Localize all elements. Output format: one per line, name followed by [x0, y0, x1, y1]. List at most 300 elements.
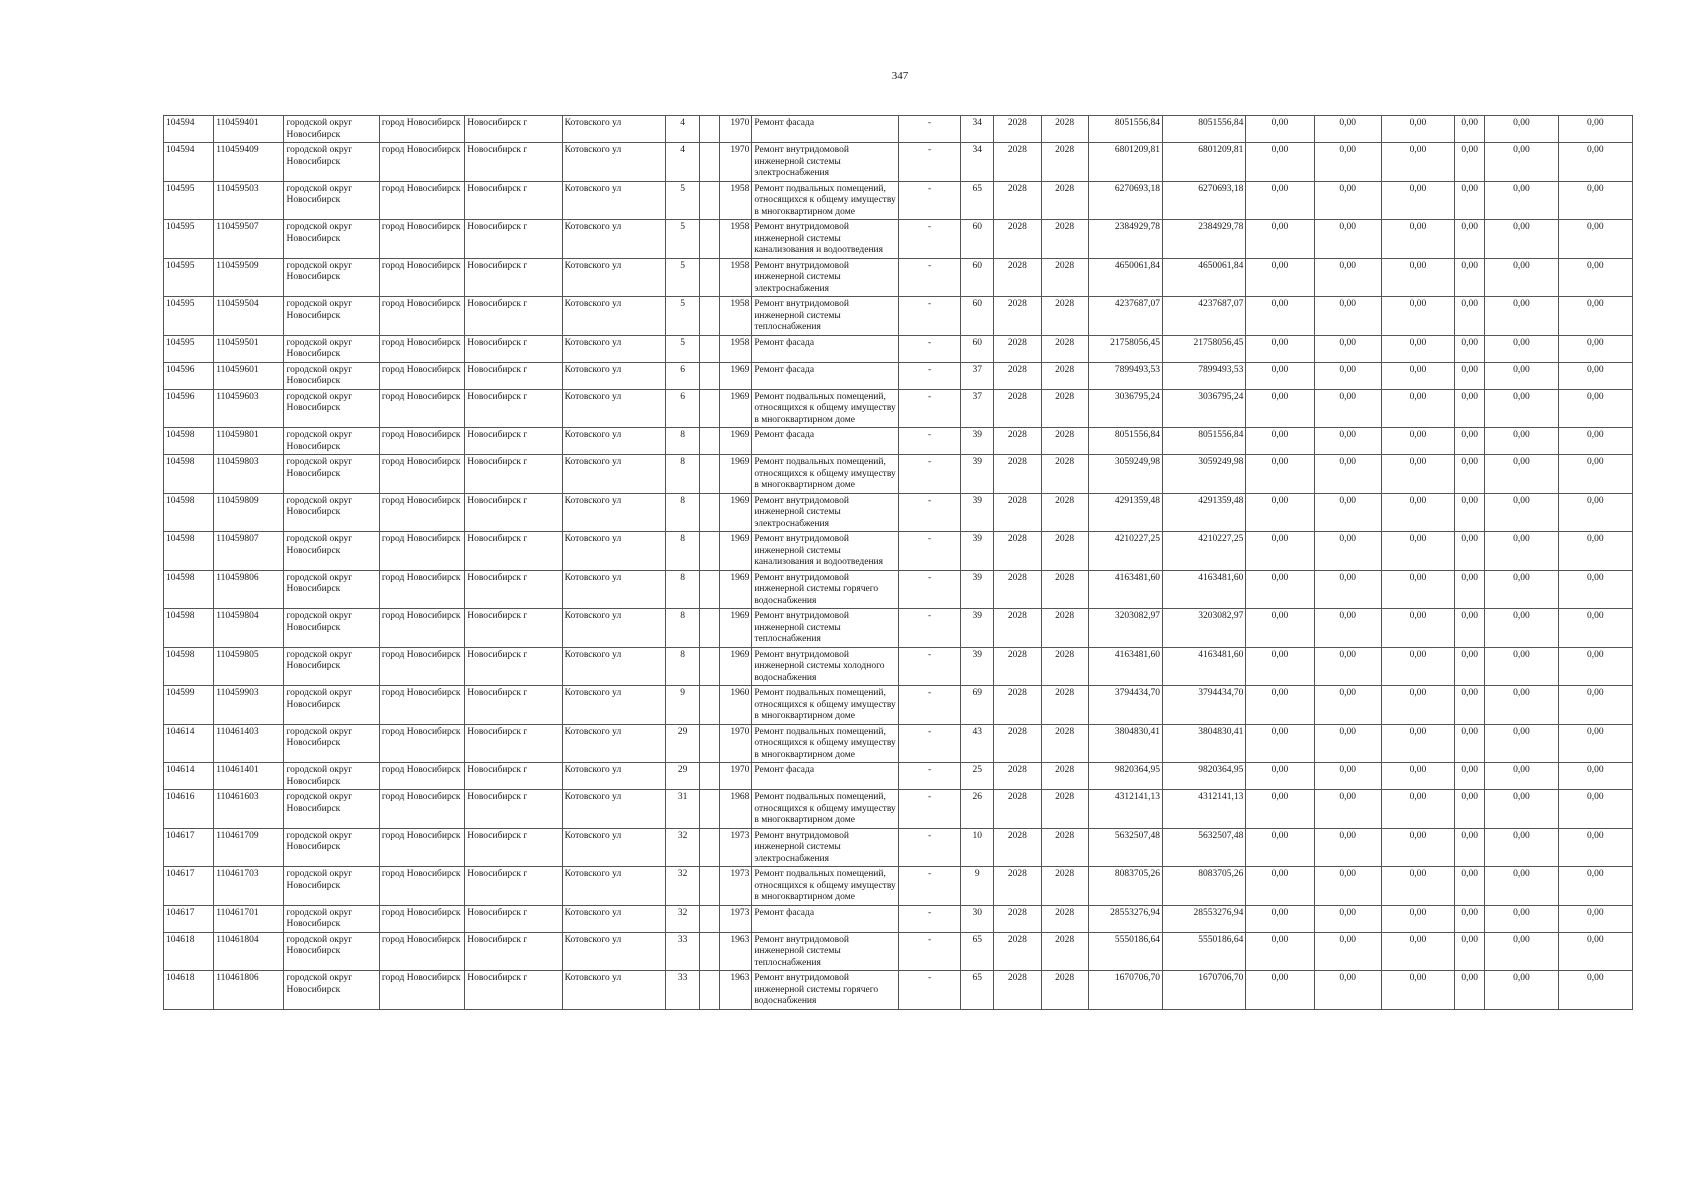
cell-year-start: 2028 [994, 828, 1041, 867]
cell-house-id: 104614 [164, 763, 214, 790]
cell-house-number: 8 [666, 532, 700, 571]
cell-work-code: 110459803 [214, 455, 284, 494]
cell-fund-2: 0,00 [1314, 570, 1381, 609]
cell-total: 8051556,84 [1162, 428, 1245, 455]
cell-fund-4: 0,00 [1455, 335, 1485, 362]
cell-fund-2: 0,00 [1314, 932, 1381, 971]
cell-house-id: 104596 [164, 389, 214, 428]
cell-fund-2: 0,00 [1314, 455, 1381, 494]
cell-house-number: 5 [666, 220, 700, 259]
cell-work-code: 110461403 [214, 724, 284, 763]
cell-fund-5: 0,00 [1485, 143, 1558, 182]
cell-empty [700, 297, 720, 336]
cell-fund-6: 0,00 [1558, 143, 1632, 182]
cell-city: Новосибирск г [465, 905, 562, 932]
cell-fund-6: 0,00 [1558, 609, 1632, 648]
cell-house-number: 8 [666, 570, 700, 609]
table-row [164, 389, 1633, 428]
cell-cost: 6801209,81 [1088, 143, 1162, 182]
cell-cost: 4163481,60 [1088, 647, 1162, 686]
cell-fund-2: 0,00 [1314, 335, 1381, 362]
cell-dash: - [898, 905, 960, 932]
cell-work-code: 110459503 [214, 181, 284, 220]
cell-fund-2: 0,00 [1314, 763, 1381, 790]
cell-city: Новосибирск г [465, 428, 562, 455]
cell-fund-2: 0,00 [1314, 905, 1381, 932]
cell-house-number: 32 [666, 867, 700, 906]
cell-city: Новосибирск г [465, 389, 562, 428]
cell-house-number: 8 [666, 609, 700, 648]
cell-fund-5: 0,00 [1485, 971, 1558, 1010]
cell-house-id: 104594 [164, 143, 214, 182]
cell-work-code: 110459409 [214, 143, 284, 182]
cell-fund-4: 0,00 [1455, 532, 1485, 571]
cell-city: Новосибирск г [465, 493, 562, 532]
cell-work-code: 110461703 [214, 867, 284, 906]
cell-house-id: 104598 [164, 647, 214, 686]
cell-wear: 30 [961, 905, 994, 932]
cell-build-year: 1970 [720, 763, 752, 790]
table-body [164, 116, 1633, 1010]
cell-total: 8051556,84 [1162, 116, 1245, 143]
cell-year-end: 2028 [1041, 297, 1088, 336]
cell-house-id: 104595 [164, 297, 214, 336]
cell-city: Новосибирск г [465, 532, 562, 571]
cell-fund-4: 0,00 [1455, 905, 1485, 932]
cell-municipality: городской округ Новосибирск [284, 647, 379, 686]
cell-total: 3203082,97 [1162, 609, 1245, 648]
cell-empty [700, 258, 720, 297]
cell-dash: - [898, 647, 960, 686]
cell-cost: 8051556,84 [1088, 116, 1162, 143]
cell-house-id: 104598 [164, 455, 214, 494]
cell-year-start: 2028 [994, 532, 1041, 571]
cell-empty [700, 181, 720, 220]
table-row [164, 686, 1633, 725]
cell-dash: - [898, 428, 960, 455]
cell-house-id: 104614 [164, 724, 214, 763]
table-row [164, 647, 1633, 686]
cell-municipality: городской округ Новосибирск [284, 389, 379, 428]
cell-fund-6: 0,00 [1558, 389, 1632, 428]
cell-cost: 3059249,98 [1088, 455, 1162, 494]
cell-year-start: 2028 [994, 428, 1041, 455]
cell-work-type: Ремонт внутридомовой инженерной системы холодного водоснабжения [752, 647, 899, 686]
cell-work-code: 110459509 [214, 258, 284, 297]
cell-house-number: 33 [666, 932, 700, 971]
cell-cost: 4291359,48 [1088, 493, 1162, 532]
cell-city: Новосибирск г [465, 570, 562, 609]
cell-year-start: 2028 [994, 570, 1041, 609]
table-row [164, 905, 1633, 932]
cell-work-code: 110461401 [214, 763, 284, 790]
table-row [164, 867, 1633, 906]
cell-fund-1: 0,00 [1246, 647, 1314, 686]
cell-year-start: 2028 [994, 116, 1041, 143]
cell-year-start: 2028 [994, 790, 1041, 829]
cell-work-code: 110459501 [214, 335, 284, 362]
cell-wear: 37 [961, 389, 994, 428]
cell-settlement: город Новосибирск [379, 867, 464, 906]
cell-house-id: 104599 [164, 686, 214, 725]
cell-year-end: 2028 [1041, 143, 1088, 182]
cell-fund-2: 0,00 [1314, 297, 1381, 336]
cell-build-year: 1970 [720, 116, 752, 143]
cell-work-code: 110461709 [214, 828, 284, 867]
cell-fund-5: 0,00 [1485, 932, 1558, 971]
cell-house-id: 104595 [164, 335, 214, 362]
cell-settlement: город Новосибирск [379, 362, 464, 389]
cell-cost: 3794434,70 [1088, 686, 1162, 725]
cell-street: Котовского ул [562, 362, 665, 389]
cell-work-code: 110459804 [214, 609, 284, 648]
cell-fund-1: 0,00 [1246, 686, 1314, 725]
cell-fund-4: 0,00 [1455, 389, 1485, 428]
cell-dash: - [898, 828, 960, 867]
cell-year-end: 2028 [1041, 609, 1088, 648]
cell-street: Котовского ул [562, 828, 665, 867]
cell-city: Новосибирск г [465, 116, 562, 143]
cell-street: Котовского ул [562, 763, 665, 790]
cell-empty [700, 389, 720, 428]
cell-fund-3: 0,00 [1381, 647, 1454, 686]
cell-fund-1: 0,00 [1246, 493, 1314, 532]
cell-work-code: 110459807 [214, 532, 284, 571]
cell-fund-3: 0,00 [1381, 570, 1454, 609]
cell-work-code: 110459809 [214, 493, 284, 532]
cell-house-number: 4 [666, 116, 700, 143]
cell-empty [700, 362, 720, 389]
cell-work-type: Ремонт внутридомовой инженерной системы канализования и водоотведения [752, 220, 899, 259]
cell-fund-6: 0,00 [1558, 532, 1632, 571]
table-row [164, 362, 1633, 389]
cell-year-start: 2028 [994, 220, 1041, 259]
cell-house-number: 5 [666, 297, 700, 336]
cell-fund-4: 0,00 [1455, 609, 1485, 648]
table-row [164, 455, 1633, 494]
cell-house-id: 104595 [164, 220, 214, 259]
cell-house-number: 5 [666, 258, 700, 297]
cell-fund-5: 0,00 [1485, 428, 1558, 455]
cell-street: Котовского ул [562, 867, 665, 906]
cell-fund-2: 0,00 [1314, 258, 1381, 297]
cell-dash: - [898, 932, 960, 971]
table-row [164, 971, 1633, 1010]
cell-fund-2: 0,00 [1314, 828, 1381, 867]
cell-fund-5: 0,00 [1485, 905, 1558, 932]
cell-work-code: 110461603 [214, 790, 284, 829]
cell-work-type: Ремонт подвальных помещений, относящихся к общему имуществу в многоквартирном доме [752, 181, 899, 220]
table-row [164, 763, 1633, 790]
cell-city: Новосибирск г [465, 335, 562, 362]
cell-fund-3: 0,00 [1381, 867, 1454, 906]
cell-empty [700, 220, 720, 259]
cell-fund-4: 0,00 [1455, 428, 1485, 455]
cell-dash: - [898, 389, 960, 428]
cell-fund-5: 0,00 [1485, 686, 1558, 725]
cell-wear: 34 [961, 143, 994, 182]
cell-fund-2: 0,00 [1314, 609, 1381, 648]
table-row [164, 297, 1633, 336]
cell-cost: 9820364,95 [1088, 763, 1162, 790]
cell-settlement: город Новосибирск [379, 763, 464, 790]
cell-street: Котовского ул [562, 790, 665, 829]
cell-wear: 25 [961, 763, 994, 790]
cell-fund-5: 0,00 [1485, 455, 1558, 494]
cell-build-year: 1958 [720, 297, 752, 336]
cell-total: 3804830,41 [1162, 724, 1245, 763]
cell-build-year: 1963 [720, 932, 752, 971]
cell-house-id: 104594 [164, 116, 214, 143]
cell-year-end: 2028 [1041, 724, 1088, 763]
cell-fund-1: 0,00 [1246, 143, 1314, 182]
cell-work-type: Ремонт подвальных помещений, относящихся к общему имуществу в многоквартирном доме [752, 455, 899, 494]
cell-house-number: 32 [666, 905, 700, 932]
cell-municipality: городской округ Новосибирск [284, 362, 379, 389]
cell-fund-5: 0,00 [1485, 763, 1558, 790]
cell-house-number: 5 [666, 335, 700, 362]
cell-year-start: 2028 [994, 867, 1041, 906]
cell-wear: 39 [961, 455, 994, 494]
cell-house-number: 31 [666, 790, 700, 829]
cell-street: Котовского ул [562, 181, 665, 220]
cell-build-year: 1973 [720, 905, 752, 932]
cell-city: Новосибирск г [465, 686, 562, 725]
cell-fund-1: 0,00 [1246, 905, 1314, 932]
cell-city: Новосибирск г [465, 362, 562, 389]
cell-house-number: 6 [666, 389, 700, 428]
table-row [164, 143, 1633, 182]
cell-cost: 8083705,26 [1088, 867, 1162, 906]
cell-fund-3: 0,00 [1381, 790, 1454, 829]
cell-year-end: 2028 [1041, 828, 1088, 867]
cell-year-end: 2028 [1041, 362, 1088, 389]
cell-fund-3: 0,00 [1381, 532, 1454, 571]
cell-fund-1: 0,00 [1246, 609, 1314, 648]
cell-fund-6: 0,00 [1558, 932, 1632, 971]
cell-fund-4: 0,00 [1455, 828, 1485, 867]
cell-total: 9820364,95 [1162, 763, 1245, 790]
cell-fund-6: 0,00 [1558, 867, 1632, 906]
cell-fund-1: 0,00 [1246, 258, 1314, 297]
cell-fund-2: 0,00 [1314, 647, 1381, 686]
cell-wear: 9 [961, 867, 994, 906]
cell-fund-1: 0,00 [1246, 455, 1314, 494]
cell-dash: - [898, 116, 960, 143]
cell-cost: 8051556,84 [1088, 428, 1162, 455]
cell-fund-2: 0,00 [1314, 532, 1381, 571]
cell-municipality: городской округ Новосибирск [284, 258, 379, 297]
cell-street: Котовского ул [562, 532, 665, 571]
cell-year-start: 2028 [994, 609, 1041, 648]
cell-house-id: 104617 [164, 867, 214, 906]
cell-municipality: городской округ Новосибирск [284, 932, 379, 971]
cell-city: Новосибирск г [465, 790, 562, 829]
cell-cost: 6270693,18 [1088, 181, 1162, 220]
cell-fund-6: 0,00 [1558, 428, 1632, 455]
cell-year-start: 2028 [994, 493, 1041, 532]
table-row [164, 532, 1633, 571]
cell-wear: 65 [961, 971, 994, 1010]
cell-settlement: город Новосибирск [379, 790, 464, 829]
cell-fund-6: 0,00 [1558, 258, 1632, 297]
cell-fund-1: 0,00 [1246, 790, 1314, 829]
cell-year-end: 2028 [1041, 971, 1088, 1010]
cell-build-year: 1969 [720, 389, 752, 428]
cell-dash: - [898, 971, 960, 1010]
cell-year-end: 2028 [1041, 532, 1088, 571]
cell-fund-3: 0,00 [1381, 493, 1454, 532]
cell-fund-3: 0,00 [1381, 971, 1454, 1010]
cell-settlement: город Новосибирск [379, 258, 464, 297]
cell-cost: 3203082,97 [1088, 609, 1162, 648]
cell-city: Новосибирск г [465, 455, 562, 494]
cell-fund-3: 0,00 [1381, 335, 1454, 362]
cell-fund-3: 0,00 [1381, 763, 1454, 790]
cell-wear: 26 [961, 790, 994, 829]
cell-municipality: городской округ Новосибирск [284, 763, 379, 790]
cell-street: Котовского ул [562, 297, 665, 336]
cell-work-type: Ремонт подвальных помещений, относящихся к общему имуществу в многоквартирном доме [752, 790, 899, 829]
cell-settlement: город Новосибирск [379, 493, 464, 532]
cell-city: Новосибирск г [465, 297, 562, 336]
cell-total: 3036795,24 [1162, 389, 1245, 428]
cell-wear: 60 [961, 258, 994, 297]
cell-work-type: Ремонт фасада [752, 116, 899, 143]
cell-fund-5: 0,00 [1485, 724, 1558, 763]
cell-house-number: 6 [666, 362, 700, 389]
cell-total: 4291359,48 [1162, 493, 1245, 532]
cell-fund-4: 0,00 [1455, 181, 1485, 220]
cell-year-start: 2028 [994, 905, 1041, 932]
cell-fund-1: 0,00 [1246, 724, 1314, 763]
cell-year-end: 2028 [1041, 647, 1088, 686]
cell-fund-3: 0,00 [1381, 828, 1454, 867]
cell-work-type: Ремонт внутридомовой инженерной системы теплоснабжения [752, 609, 899, 648]
cell-work-type: Ремонт внутридомовой инженерной системы электроснабжения [752, 258, 899, 297]
cell-house-id: 104617 [164, 905, 214, 932]
cell-build-year: 1970 [720, 724, 752, 763]
cell-work-type: Ремонт внутридомовой инженерной системы канализования и водоотведения [752, 532, 899, 571]
cell-dash: - [898, 532, 960, 571]
cell-total: 5550186,64 [1162, 932, 1245, 971]
cell-dash: - [898, 763, 960, 790]
cell-fund-4: 0,00 [1455, 258, 1485, 297]
cell-fund-4: 0,00 [1455, 647, 1485, 686]
cell-fund-6: 0,00 [1558, 790, 1632, 829]
cell-fund-5: 0,00 [1485, 335, 1558, 362]
cell-build-year: 1963 [720, 971, 752, 1010]
cell-year-start: 2028 [994, 143, 1041, 182]
cell-wear: 39 [961, 647, 994, 686]
cell-house-number: 8 [666, 428, 700, 455]
cell-cost: 2384929,78 [1088, 220, 1162, 259]
cell-house-number: 8 [666, 647, 700, 686]
cell-fund-3: 0,00 [1381, 143, 1454, 182]
cell-build-year: 1969 [720, 493, 752, 532]
cell-street: Котовского ул [562, 389, 665, 428]
cell-year-start: 2028 [994, 763, 1041, 790]
cell-wear: 60 [961, 335, 994, 362]
cell-municipality: городской округ Новосибирск [284, 116, 379, 143]
cell-fund-6: 0,00 [1558, 647, 1632, 686]
cell-city: Новосибирск г [465, 867, 562, 906]
table-row [164, 828, 1633, 867]
cell-build-year: 1958 [720, 258, 752, 297]
cell-city: Новосибирск г [465, 724, 562, 763]
cell-work-type: Ремонт фасада [752, 763, 899, 790]
cell-dash: - [898, 455, 960, 494]
cell-municipality: городской округ Новосибирск [284, 335, 379, 362]
cell-wear: 39 [961, 428, 994, 455]
cell-year-start: 2028 [994, 932, 1041, 971]
cell-empty [700, 428, 720, 455]
cell-street: Котовского ул [562, 609, 665, 648]
cell-house-number: 8 [666, 493, 700, 532]
cell-fund-5: 0,00 [1485, 389, 1558, 428]
cell-empty [700, 905, 720, 932]
cell-total: 8083705,26 [1162, 867, 1245, 906]
cell-total: 6801209,81 [1162, 143, 1245, 182]
cell-fund-1: 0,00 [1246, 181, 1314, 220]
cell-year-end: 2028 [1041, 116, 1088, 143]
cell-total: 21758056,45 [1162, 335, 1245, 362]
cell-empty [700, 116, 720, 143]
cell-fund-4: 0,00 [1455, 493, 1485, 532]
cell-empty [700, 971, 720, 1010]
cell-empty [700, 532, 720, 571]
cell-wear: 65 [961, 181, 994, 220]
cell-settlement: город Новосибирск [379, 297, 464, 336]
table-row [164, 932, 1633, 971]
cell-house-number: 8 [666, 455, 700, 494]
cell-work-code: 110459801 [214, 428, 284, 455]
cell-work-type: Ремонт внутридомовой инженерной системы электроснабжения [752, 828, 899, 867]
cell-settlement: город Новосибирск [379, 905, 464, 932]
cell-city: Новосибирск г [465, 181, 562, 220]
cell-work-type: Ремонт внутридомовой инженерной системы теплоснабжения [752, 932, 899, 971]
cell-work-type: Ремонт внутридомовой инженерной системы электроснабжения [752, 493, 899, 532]
cell-build-year: 1970 [720, 143, 752, 182]
cell-dash: - [898, 570, 960, 609]
cell-settlement: город Новосибирск [379, 686, 464, 725]
cell-house-id: 104598 [164, 493, 214, 532]
cell-fund-3: 0,00 [1381, 455, 1454, 494]
cell-fund-6: 0,00 [1558, 905, 1632, 932]
cell-fund-5: 0,00 [1485, 790, 1558, 829]
cell-street: Котовского ул [562, 932, 665, 971]
cell-city: Новосибирск г [465, 220, 562, 259]
cell-fund-4: 0,00 [1455, 971, 1485, 1010]
cell-work-type: Ремонт фасада [752, 335, 899, 362]
cell-street: Котовского ул [562, 686, 665, 725]
cell-dash: - [898, 258, 960, 297]
cell-house-id: 104598 [164, 609, 214, 648]
cell-fund-6: 0,00 [1558, 828, 1632, 867]
cell-fund-2: 0,00 [1314, 143, 1381, 182]
cell-fund-3: 0,00 [1381, 428, 1454, 455]
cell-empty [700, 493, 720, 532]
cell-dash: - [898, 790, 960, 829]
table-row [164, 570, 1633, 609]
cell-work-code: 110461701 [214, 905, 284, 932]
cell-work-type: Ремонт подвальных помещений, относящихся к общему имуществу в многоквартирном доме [752, 389, 899, 428]
cell-settlement: город Новосибирск [379, 181, 464, 220]
cell-total: 7899493,53 [1162, 362, 1245, 389]
cell-year-start: 2028 [994, 335, 1041, 362]
cell-year-start: 2028 [994, 181, 1041, 220]
cell-dash: - [898, 181, 960, 220]
